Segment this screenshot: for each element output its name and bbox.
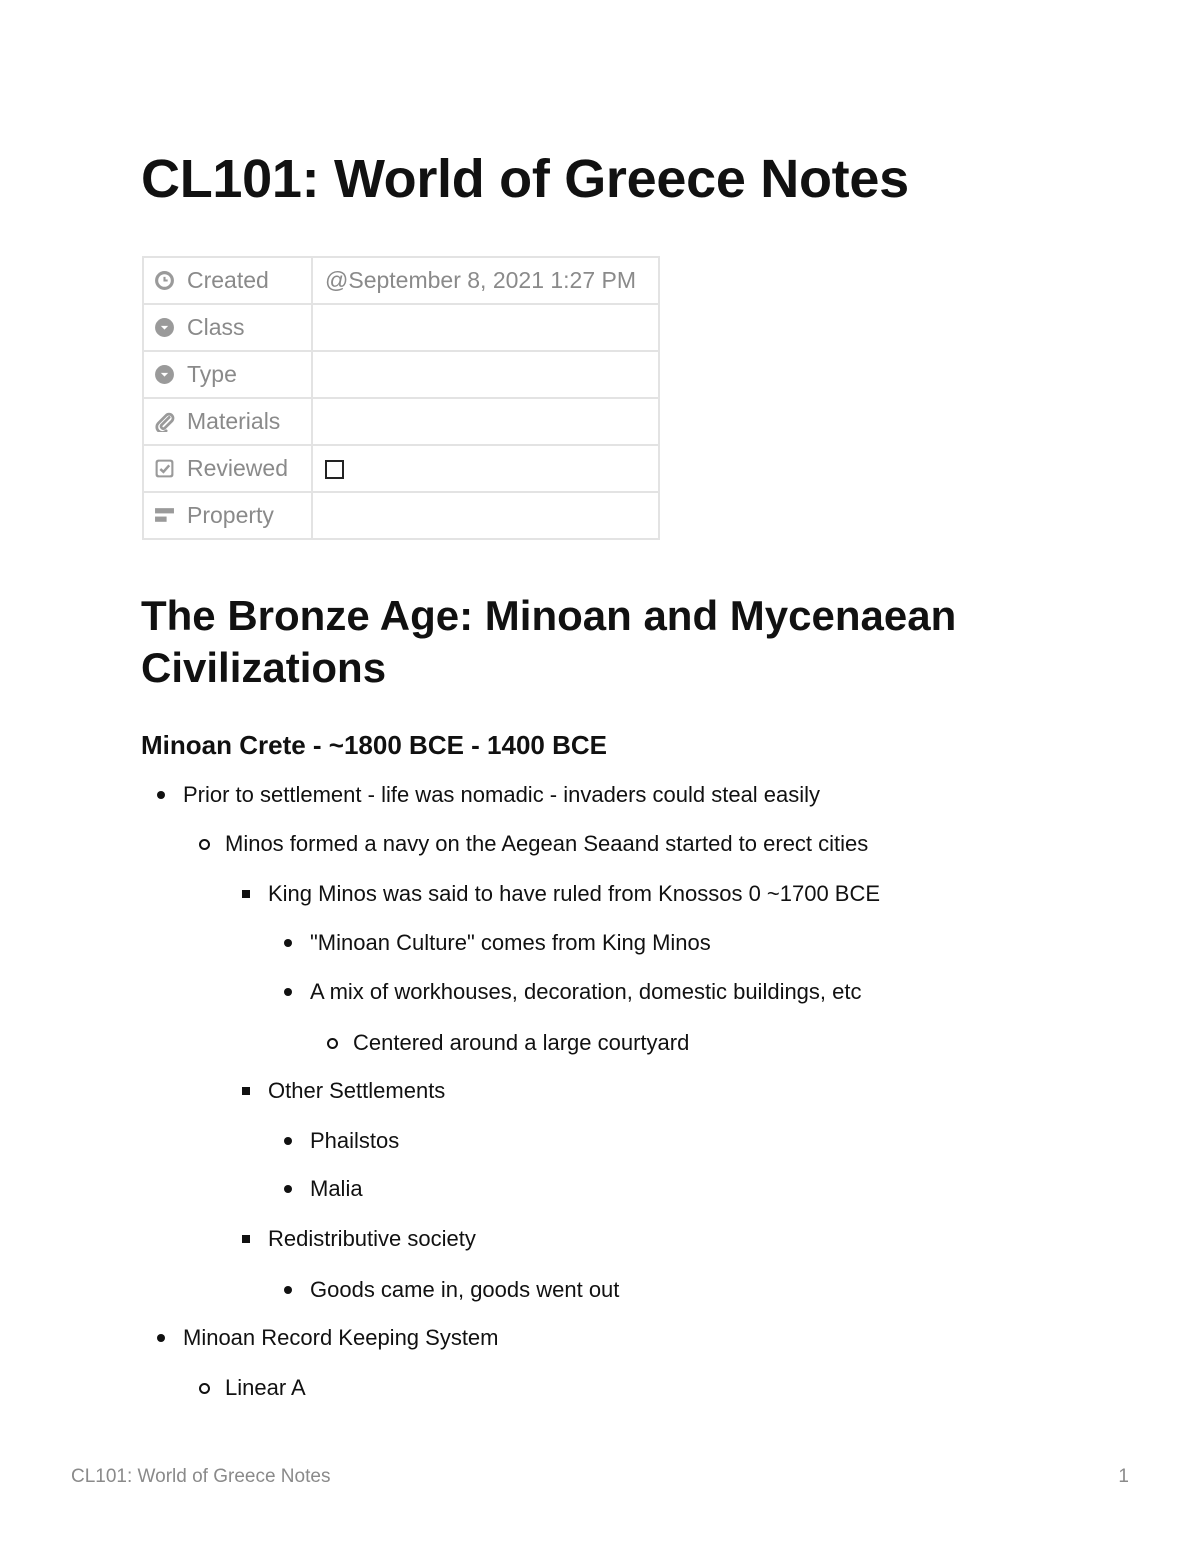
- bullet-square-icon: [242, 890, 250, 898]
- subsection-heading: Minoan Crete - ~1800 BCE - 1400 BCE: [141, 730, 607, 760]
- list-item: King Minos was said to have ruled from Knossos 0 ~1700 BCE: [268, 880, 880, 908]
- bullet-disc-icon: [284, 1286, 292, 1294]
- list-item: Minos formed a navy on the Aegean Seaand started to erect cities: [225, 830, 868, 858]
- property-value[interactable]: [312, 492, 659, 539]
- list-item: A mix of workhouses, decoration, domestic buildings, etc: [310, 978, 862, 1006]
- footer-title: CL101: World of Greece Notes: [71, 1466, 331, 1487]
- property-name: Type: [187, 361, 237, 387]
- select-icon: [154, 364, 175, 385]
- property-row-created: [143, 257, 659, 304]
- property-name: Class: [187, 314, 245, 340]
- property-value[interactable]: [312, 398, 659, 445]
- bullet-disc-icon: [284, 1137, 292, 1145]
- list-item: Centered around a large courtyard: [353, 1029, 689, 1057]
- property-name: Created: [187, 267, 269, 293]
- property-name: Reviewed: [187, 455, 288, 481]
- property-row-type: [143, 351, 659, 398]
- list-item: Phailstos: [310, 1127, 399, 1155]
- list-item: "Minoan Culture" comes from King Minos: [310, 929, 711, 957]
- bullet-circle-icon: [199, 839, 210, 850]
- list-item: Malia: [310, 1175, 363, 1203]
- property-row-reviewed: [143, 445, 659, 492]
- bullet-disc-icon: [284, 1185, 292, 1193]
- bullet-disc-icon: [157, 1334, 165, 1342]
- list-item: Redistributive society: [268, 1225, 476, 1253]
- page-number: 1: [1118, 1466, 1129, 1487]
- bullet-circle-icon: [199, 1383, 210, 1394]
- property-name: Property: [187, 502, 274, 528]
- bullet-disc-icon: [284, 988, 292, 996]
- property-row-materials: [143, 398, 659, 445]
- bullet-square-icon: [242, 1087, 250, 1095]
- property-value[interactable]: @September 8, 2021 1:27 PM: [312, 257, 659, 304]
- clock-icon: [154, 270, 175, 291]
- bullet-square-icon: [242, 1235, 250, 1243]
- page-title: CL101: World of Greece Notes: [141, 149, 909, 209]
- list-item: Linear A: [225, 1374, 306, 1402]
- properties-table: [142, 256, 660, 540]
- bullet-circle-icon: [327, 1038, 338, 1049]
- property-name: Materials: [187, 408, 281, 434]
- bullet-disc-icon: [284, 939, 292, 947]
- list-item: Minoan Record Keeping System: [183, 1324, 499, 1352]
- property-value[interactable]: [312, 351, 659, 398]
- paperclip-icon: [154, 411, 175, 432]
- list-item: Other Settlements: [268, 1077, 445, 1105]
- property-value[interactable]: [312, 304, 659, 351]
- select-icon: [154, 317, 175, 338]
- property-row-class: [143, 304, 659, 351]
- reviewed-checkbox[interactable]: [325, 460, 344, 479]
- section-heading: The Bronze Age: Minoan and Mycenaean Civilizations: [141, 592, 957, 691]
- list-item: Goods came in, goods went out: [310, 1276, 619, 1304]
- bullet-disc-icon: [157, 791, 165, 799]
- list-item: Prior to settlement - life was nomadic - invaders could steal easily: [183, 781, 820, 809]
- property-row-property: [143, 492, 659, 539]
- text-lines-icon: [154, 505, 175, 526]
- checkbox-icon: [154, 458, 175, 479]
